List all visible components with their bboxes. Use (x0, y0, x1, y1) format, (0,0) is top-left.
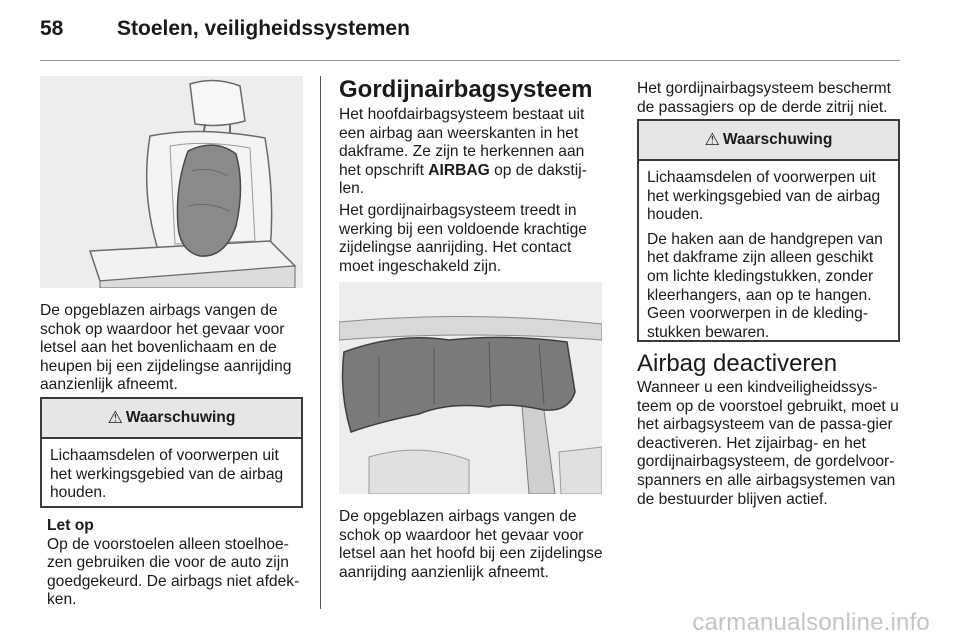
watermark: carmanualsonline.info (692, 609, 930, 636)
para1-text-end: op de dakstij-len. (339, 161, 587, 198)
seat-illustration-svg (40, 76, 303, 288)
section-heading-airbag-deactivation: Airbag deactiveren (637, 350, 838, 377)
curtain-airbag-caption: De opgeblazen airbags vangen de schok op waardoor het gevaar voor letsel aan het hoofd bij een zijdelingse aanrijding aanzienlijk afneemt. (339, 508, 603, 581)
warning-triangle-icon: ⚠ (704, 130, 720, 149)
airbag-label-text: AIRBAG (428, 161, 490, 179)
seat-side-airbag-illustration (40, 76, 303, 288)
page-title: Stoelen, veiligheidssystemen (117, 17, 410, 40)
warning-box-2-text-1: Lichaamsdelen of voorwerpen uit het werkingsgebied van de airbag houden. (647, 169, 881, 224)
third-row-note: Het gordijnairbagsysteem beschermt de passagiers op de derde zitrij niet. (637, 80, 891, 116)
section-heading-curtain-airbag: Gordijnairbagsysteem (339, 76, 593, 103)
warning-box-1-body (42, 439, 301, 515)
warning-box-1-text: Lichaamsdelen of voorwerpen uit het werkingsgebied van de airbag houden. (50, 447, 284, 502)
warning-box-2-body (639, 161, 898, 354)
warning-box-2-title: Waarschuwing (722, 131, 833, 148)
curtain-airbag-illustration (339, 282, 602, 494)
seat-airbag-caption: De opgeblazen airbags vangen de schok op waardoor het gevaar voor letsel aan het bovenlichaam en de heupen bij een zijdelingse aanrijding aanzienlijk afneemt. (40, 302, 292, 394)
warning-box-2 (637, 119, 900, 342)
header-divider (40, 60, 900, 61)
airbag-deactivation-para: Wanneer u een kindveiligheidssys-teem op de voorstoel gebruikt, moet u het airbagsysteem van de passa-gier deactiveren. Het zijairbag- en het gordijnairbagsysteem, de gordelvoor-spanners en alle airbagsystemen van de bestuurder blijven actief. (637, 379, 899, 508)
column-divider (320, 76, 321, 609)
warning-triangle-icon: ⚠ (107, 408, 123, 427)
warning-box-1-header (42, 399, 301, 439)
page-number: 58 (40, 17, 64, 40)
warning-box-2-header (639, 121, 898, 161)
curtain-airbag-para-2: Het gordijnairbagsysteem treedt in werking bij een voldoende krachtige zijdelingse aanrijding. Het contact moet ingeschakeld zijn. (339, 202, 587, 275)
warning-box-1 (40, 397, 303, 508)
note-text: Op de voorstoelen alleen stoelhoe-zen gebruiken die voor de auto zijn goedgekeurd. De airbags niet afdek-ken. (47, 535, 300, 609)
note-block (47, 517, 309, 610)
note-title: Let op (47, 517, 94, 534)
curtain-airbag-para-1 (339, 106, 601, 199)
curtain-illustration-svg (339, 282, 602, 494)
warning-box-1-title: Waarschuwing (125, 409, 236, 426)
warning-box-2-text-2: De haken aan de handgrepen van het dakframe zijn alleen geschikt om lichte kledingstukken, zonder kleerhangers, aan op te hangen. Geen voorwerpen in de kleding-stukken bewaren. (647, 230, 883, 341)
para1-text-start: Het hoofdairbagsysteem bestaat uit een airbag aan weerskanten in het dakframe. Ze zijn te herkennen aan het opschrift (339, 106, 585, 179)
